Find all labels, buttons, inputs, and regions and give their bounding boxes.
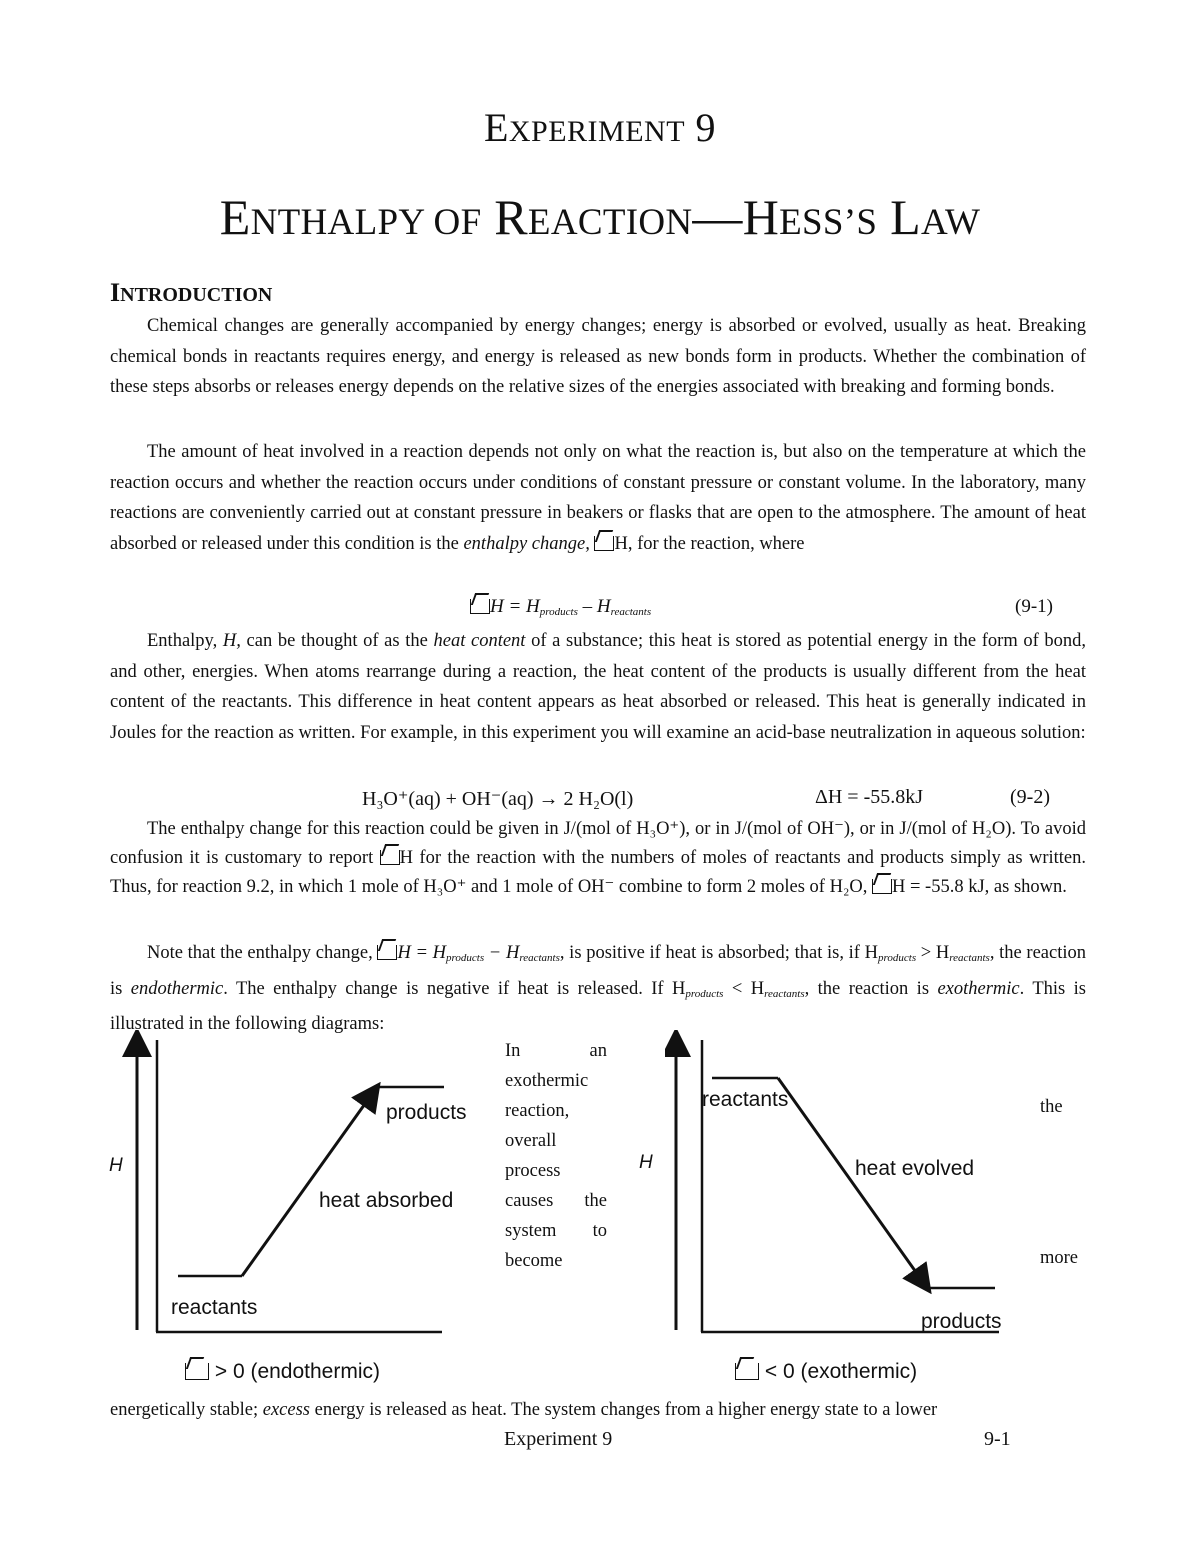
equation-9-2-enthalpy: ΔH = -55.8kJ (815, 786, 924, 808)
heat-absorbed-arrow (242, 1094, 372, 1276)
right-word-more: more (1040, 1248, 1079, 1268)
right-reactants-label: reactants (702, 1088, 789, 1111)
equation-9-1: $H = H_{products} - H_{reactants}$ (470, 596, 651, 618)
paragraph-1: Chemical changes are generally accompanied by energy changes; energy is absorbed or evolved, usually as heat. Breaking chemical bonds in reactants requires energy, and energy is released as new bonds form in products. Whether the combination of these steps absorbs or releases energy depends on the relative sizes of the energies associated with breaking and forming bonds. (110, 316, 1086, 397)
paragraph-2: The amount of heat involved in a reaction depends not only on what the reaction is, but also on the temperature at which the reaction occurs and whether the reaction occurs under conditions of constant pressure or constant volume. In the laboratory, many reactions are conveniently carried out at constant pressure in beakers or flasks that are open to the atmosphere. The amount of heat absorbed or released under this condition is the enthalpy change, H, for the reaction, where (110, 442, 1086, 554)
delta-icon (594, 536, 614, 551)
left-products-label: products (386, 1101, 467, 1124)
equation-number-9-2: (9-2) (1010, 786, 1050, 808)
page-title: ENTHALPY OF REACTION—HESS’S LAW (219, 189, 981, 245)
left-heat-absorbed-label: heat absorbed (319, 1189, 454, 1212)
experiment-title: EXPERIMENT 9 (483, 105, 717, 150)
right-heat-evolved-label: heat evolved (855, 1157, 975, 1180)
page-number: 9-1 (984, 1428, 1011, 1450)
footer-title: Experiment 9 (504, 1428, 613, 1450)
delta-icon (872, 879, 892, 894)
left-reactants-label: reactants (171, 1296, 258, 1319)
left-caption: > 0 (endothermic) (185, 1360, 380, 1384)
right-products-label: products (921, 1310, 1002, 1333)
paragraph-3: Enthalpy, H, can be thought of as the heat content of a substance; this heat is stored as potential energy in the form of bond, and other, energies. When atoms rearrange during a reaction, the heat content of the products is usually different from the heat content of the reactants. This difference in heat content appears as heat absorbed or released. This heat is generally indicated in Joules for the reaction as written. For example, in this experiment you will examine an acid-base neutralization in aqueous solution: (110, 631, 1087, 743)
section-heading: INTRODUCTION (110, 278, 273, 307)
delta-icon (470, 599, 490, 614)
right-caption: < 0 (exothermic) (735, 1360, 917, 1384)
right-axis-label: H (639, 1152, 653, 1173)
delta-icon (377, 945, 397, 960)
continuation-line: energetically stable; excess energy is released as heat. The system changes from a higher energy state to a lower (110, 1400, 938, 1420)
endothermic-diagram (120, 1030, 480, 1340)
paragraph-5: Note that the enthalpy change, $H = H_{products} - H_{reactants}$, is positive if heat is absorbed; that is, if $H_{products} > H_{reactants}$, the reaction is endothermic. The enthalpy change is negative if heat is released. If $H_{products} < H_{reactants}$, the reaction is exothermic. This is illustrated in the following diagrams: (110, 943, 1086, 1034)
equation-9-2: H₃O⁺(aq) + OH⁻(aq) → 2 H₂O(l) (362, 788, 634, 810)
exothermic-diagram (665, 1030, 1015, 1340)
left-axis-label: H (109, 1155, 123, 1176)
term-enthalpy-change: enthalpy change, (463, 533, 590, 554)
paragraph-4: The enthalpy change for this reaction could be given in J/(mol of H₃O⁺), or in J/(mol of OH⁻), or in J/(mol of H₂O). To avoid confusion it is customary to report H for the reaction with the numbers of moles of reactants and products simply as written. Thus, for reaction 9.2, in which 1 mole of H₃O⁺ and 1 mole of OH⁻ combine to form 2 moles of H₂O, H = -55.8 kJ, as shown. (110, 819, 1086, 897)
narrow-text-column: In an exothermic reaction, overall process causes the system to become (505, 1041, 607, 1271)
delta-icon (185, 1363, 209, 1380)
delta-icon (380, 850, 400, 865)
equation-number-9-1: (9-1) (1015, 596, 1053, 617)
right-word-the: the (1040, 1097, 1063, 1117)
delta-icon (735, 1363, 759, 1380)
